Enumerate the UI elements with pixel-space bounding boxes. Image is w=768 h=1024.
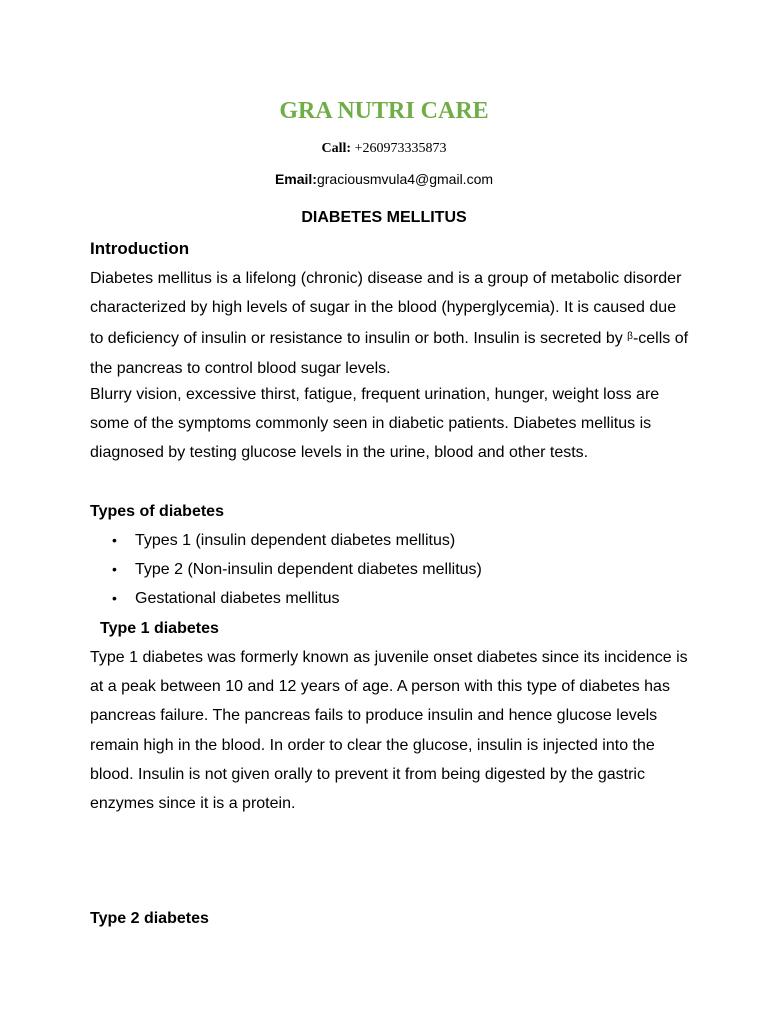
beta-symbol: β: [627, 331, 633, 343]
list-item-text: Types 1 (insulin dependent diabetes mellitus): [135, 532, 456, 549]
document-title: DIABETES MELLITUS: [301, 209, 467, 226]
introduction-heading: Introduction: [90, 239, 190, 258]
email-value: graciousmvula4@gmail.com: [316, 171, 494, 187]
introduction-paragraph-1: [90, 264, 690, 383]
types-heading: Types of diabetes: [90, 503, 224, 520]
contact-phone: [0, 140, 768, 158]
bullet-icon: •: [112, 532, 117, 548]
bullet-icon: •: [112, 590, 117, 606]
bullet-icon: •: [112, 561, 117, 577]
call-value: +260973335873: [351, 141, 447, 156]
types-list: [90, 526, 482, 613]
list-item: [90, 555, 482, 584]
email-label: Email:: [274, 171, 317, 187]
introduction-paragraph-2: Blurry vision, excessive thirst, fatigue, frequent urination, hunger, weight loss are some of the symptoms commonly seen in diabetic patients. Diabetes mellitus is diagnosed by testing glucose levels in the urine, blood and other tests.: [90, 386, 660, 462]
list-item-text: Type 2 (Non-insulin dependent diabetes mellitus): [135, 561, 482, 578]
type1-paragraph: Type 1 diabetes was formerly known as juvenile onset diabetes since its incidence is at a peak between 10 and 12 years of age. A person with this type of diabetes has pancreas failure. The pancreas fails to produce insulin and hence glucose levels remain high in the blood. In order to clear the glucose, insulin is injected into the blood. Insulin is not given orally to prevent it from being digested by the gastric enzymes since it is a protein.: [90, 649, 688, 813]
intro-p1-text-b: -cells of the pancreas to control blood sugar levels.: [90, 330, 689, 377]
list-item-text: Gestational diabetes mellitus: [135, 590, 340, 607]
list-item: [90, 584, 482, 613]
brand-title: GRA NUTRI CARE: [279, 98, 489, 124]
contact-email: [0, 170, 768, 188]
type2-heading: Type 2 diabetes: [90, 910, 209, 927]
intro-p1-text-a: Diabetes mellitus is a lifelong (chronic) disease and is a group of metabolic disorder characterized by high levels of sugar in the blood (hyperglycemia). It is caused due to deficiency of insulin or resistance to insulin or both. Insulin is secreted by: [90, 270, 682, 348]
list-item: [90, 526, 482, 555]
type1-heading: Type 1 diabetes: [100, 620, 219, 637]
call-label: Call:: [321, 141, 352, 156]
